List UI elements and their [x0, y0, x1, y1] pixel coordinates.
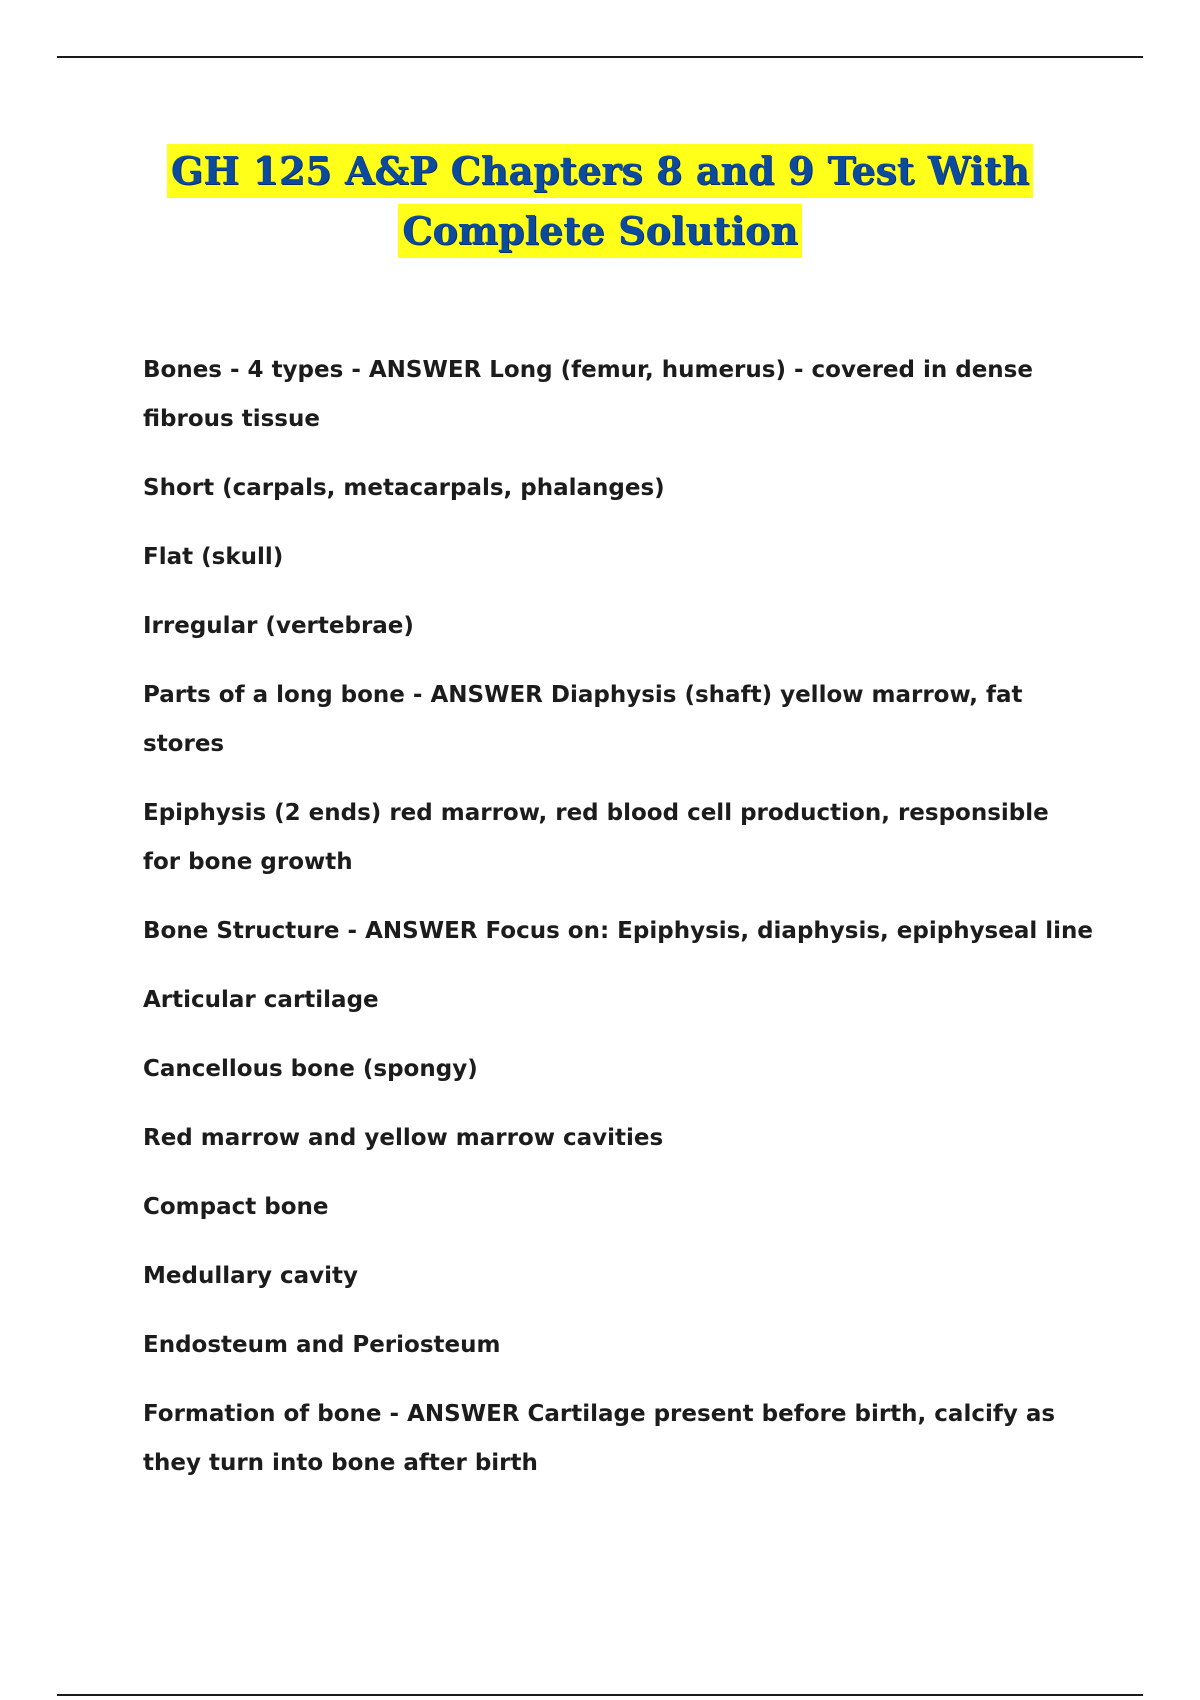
paragraph: Compact bone	[143, 1194, 329, 1220]
paragraph: Short (carpals, metacarpals, phalanges)	[143, 475, 665, 501]
document-title	[0, 144, 1200, 264]
paragraph: Irregular (vertebrae)	[143, 613, 414, 639]
title-line-1: GH 125 A&P Chapters 8 and 9 Test With	[167, 144, 1033, 198]
paragraph: Bones - 4 types - ANSWER Long (femur, humerus) - covered in dense fibrous tissue	[143, 357, 1033, 432]
document-body	[143, 346, 1093, 1508]
paragraph: Medullary cavity	[143, 1263, 358, 1289]
paragraph: Endosteum and Periosteum	[143, 1332, 501, 1358]
header-rule	[57, 56, 1143, 58]
paragraph: Formation of bone - ANSWER Cartilage present before birth, calcify as they turn into bone after birth	[143, 1401, 1056, 1476]
paragraph: Parts of a long bone - ANSWER Diaphysis (shaft) yellow marrow, fat stores	[143, 682, 1023, 757]
paragraph: Bone Structure - ANSWER Focus on: Epiphysis, diaphysis, epiphyseal line	[143, 918, 1093, 944]
paragraph: Red marrow and yellow marrow cavities	[143, 1125, 664, 1151]
paragraph: Articular cartilage	[143, 987, 379, 1013]
footer-rule	[57, 1694, 1143, 1696]
paragraph: Flat (skull)	[143, 544, 284, 570]
title-line-2: Complete Solution	[398, 204, 802, 258]
paragraph: Cancellous bone (spongy)	[143, 1056, 478, 1082]
paragraph: Epiphysis (2 ends) red marrow, red blood cell production, responsible for bone growth	[143, 800, 1049, 875]
